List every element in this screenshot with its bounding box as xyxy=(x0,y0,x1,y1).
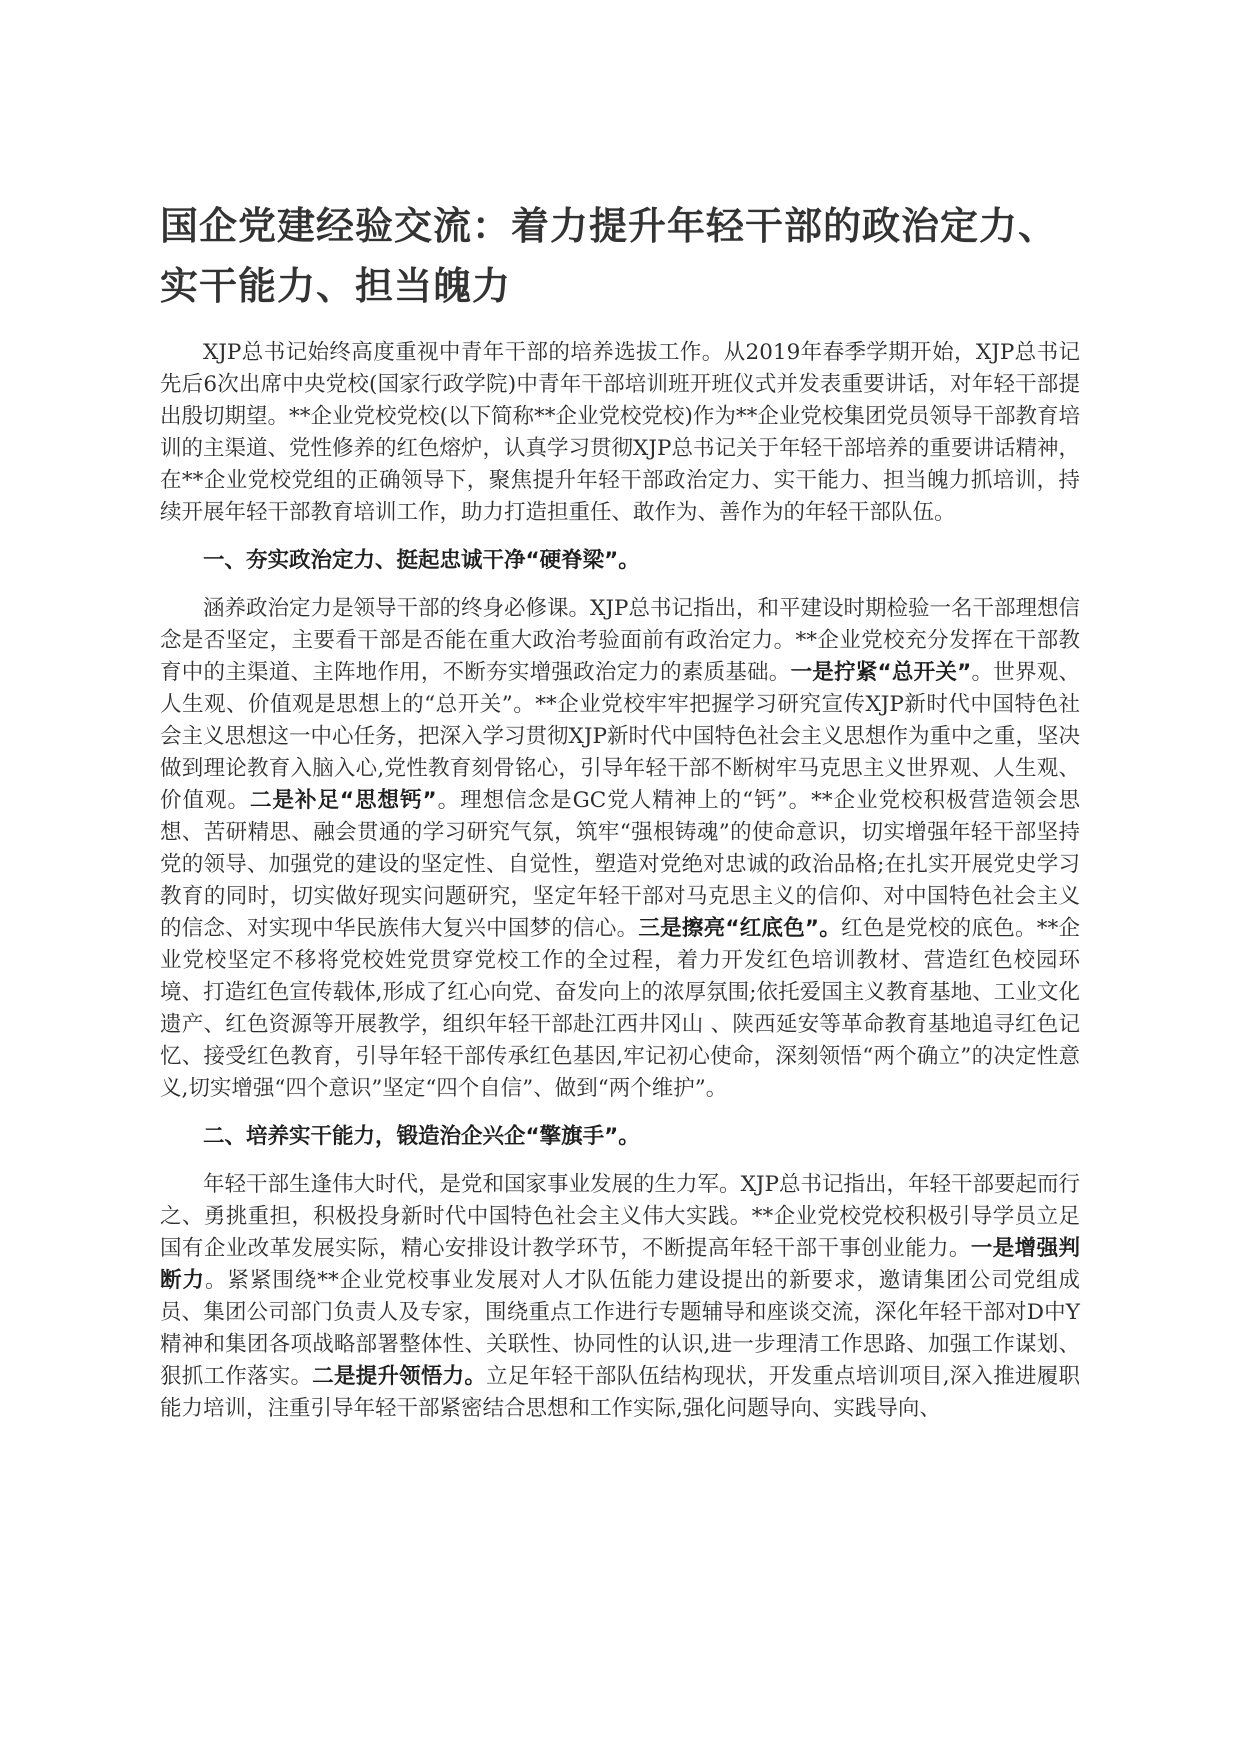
document-body xyxy=(160,337,1080,1441)
section-2-point-1-label: 一是增强判断力 xyxy=(160,1236,1080,1293)
section-2-lead: 年轻干部生逢伟大时代，是党和国家事业发展的生力军。XJP总书记指出，年轻干部要起而行之、勇挑重担，积极投身新时代中国特色社会主义伟大实践。**企业党校党校积极引导学员立足国有企业改革发展实际，精心安排设计教学环节，不断提高年轻干部干事创业能力。 xyxy=(160,1172,1080,1261)
section-1-point-2-label: 二是补足“思想钙” xyxy=(249,788,437,813)
intro-paragraph: XJP总书记始终高度重视中青年干部的培养选拔工作。从2019年春季学期开始，XJP总书记先后6次出席中央党校(国家行政学院)中青年干部培训班开班仪式并发表重要讲话，对年轻干部提出殷切期望。**企业党校党校(以下简称**企业党校党校)作为**企业党校集团党员领导干部教育培训的主渠道、党性修养的红色熔炉，认真学习贯彻XJP总书记关于年轻干部培养的重要讲话精神，在**企业党校党组的正确领导下，聚焦提升年轻干部政治定力、实干能力、担当魄力抓培训，持续开展年轻干部教育培训工作，助力打造担重任、敢作为、善作为的年轻干部队伍。 xyxy=(160,340,1080,525)
section-1-point-2-text: 。理想信念是GC党人精神上的“钙”。**企业党校积极营造领会思想、苦研精思、融会贯通的学习研究气氛，筑牢“强根铸魂”的使命意识，切实增强年轻干部坚持党的领导、加强党的建设的坚定性、自觉性，塑造对党绝对忠诚的政治品格;在扎实开展党史学习教育的同时，切实做好现实问题研究，坚定年轻干部对马克思主义的信仰、对中国特色社会主义的信念、对实现中华民族伟大复兴中国梦的信心。 xyxy=(160,788,1080,941)
section-1-point-3-text: 红色是党校的底色。**企业党校坚定不移将党校姓党贯穿党校工作的全过程，着力开发红色培训教材、营造红色校园环境、打造红色宣传载体,形成了红心向党、奋发向上的浓厚氛围;依托爱国主义教育基地、工业文化遗产、红色资源等开展教学，组织年轻干部赴江西井冈山 、陕西延安等革命教育基地追寻红色记忆、接受红色教育，引导年轻干部传承红色基因,牢记初心使命，深刻领悟“两个确立”的决定性意义,切实增强“四个意识”坚定“四个自信”、做到“两个维护”。 xyxy=(160,916,1080,1101)
section-2-point-2-label: 二是提升领悟力。 xyxy=(312,1364,487,1389)
section-2-paragraph xyxy=(160,1169,1080,1425)
section-1-point-1-label: 一是拧紧“总开关” xyxy=(790,660,972,685)
document-title: 国企党建经验交流：着力提升年轻干部的政治定力、实干能力、担当魄力 xyxy=(160,204,1058,308)
section-1-paragraph xyxy=(160,593,1080,1105)
section-2-point-2-text: 立足年轻干部队伍结构现状，开发重点培训项目,深入推进履职能力培训，注重引导年轻干部紧密结合思想和工作实际,强化问题导向、实践导向、 xyxy=(160,1364,1080,1421)
section-1-heading: 一、夯实政治定力、挺起忠诚干净“硬脊梁”。 xyxy=(203,548,640,573)
section-1-lead: 涵养政治定力是领导干部的终身必修课。XJP总书记指出，和平建设时期检验一名干部理想信念是否坚定，主要看干部是否能在重大政治考验面前有政治定力。**企业党校充分发挥在干部教育中的主渠道、主阵地作用，不断夯实增强政治定力的素质基础。 xyxy=(160,596,1080,685)
section-1-point-1-text: 。世界观、人生观、价值观是思想上的“总开关”。**企业党校牢牢把握学习研究宣传XJP新时代中国特色社会主义思想这一中心任务，把深入学习贯彻XJP新时代中国特色社会主义思想作为重中之重，坚决做到理论教育入脑入心,党性教育刻骨铭心，引导年轻干部不断树牢马克思主义世界观、人生观、价值观。 xyxy=(160,660,1080,813)
section-1-point-3-label: 三是擦亮“红底色”。 xyxy=(638,916,842,941)
section-2-point-1-text: 。紧紧围绕**企业党校事业发展对人才队伍能力建设提出的新要求，邀请集团公司党组成员、集团公司部门负责人及专家，围绕重点工作进行专题辅导和座谈交流，深化年轻干部对D中Y精神和集团各项战略部署整体性、关联性、协同性的认识,进一步理清工作思路、加强工作谋划、狠抓工作落实。 xyxy=(160,1268,1080,1389)
section-2-heading: 二、培养实干能力，锻造治企兴企“擎旗手”。 xyxy=(203,1124,640,1149)
